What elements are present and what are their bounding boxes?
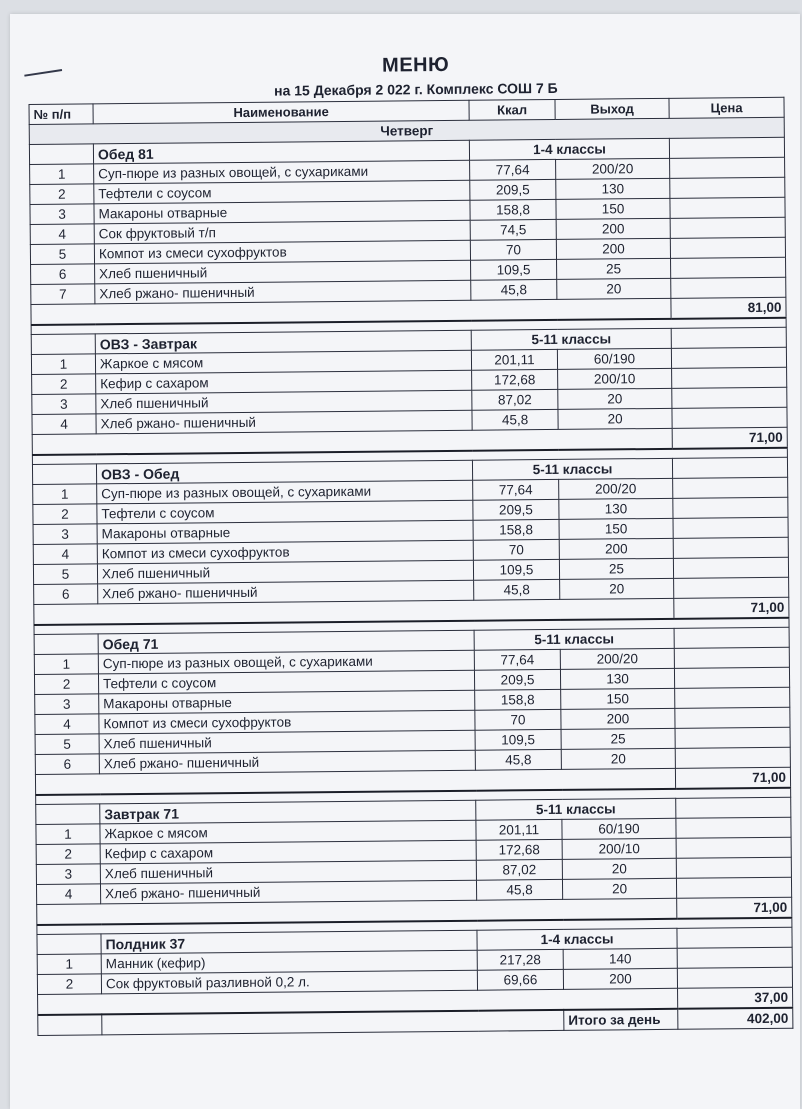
item-number: 2 [37, 974, 101, 995]
item-kcal: 109,5 [475, 729, 561, 750]
item-name: Хлеб ржано- пшеничный [98, 580, 474, 604]
item-kcal: 158,8 [473, 519, 559, 540]
item-kcal: 158,8 [475, 689, 561, 710]
item-price [674, 647, 789, 668]
item-output: 200/20 [559, 478, 673, 499]
col-header-price: Цена [669, 97, 784, 118]
grand-total-value: 402,00 [678, 1008, 793, 1030]
section-title: Полдник 37 [101, 930, 477, 954]
empty-cell [674, 627, 789, 648]
item-name: Жаркое с мясом [100, 820, 476, 844]
item-price [676, 857, 791, 878]
item-number: 7 [31, 284, 95, 305]
empty-cell [38, 1014, 102, 1035]
day-label: Четверг [29, 117, 784, 144]
item-kcal: 172,68 [472, 369, 558, 390]
col-header-kcal: Ккал [469, 99, 555, 120]
empty-cell [676, 797, 791, 818]
item-kcal: 45,8 [476, 879, 562, 900]
item-output: 200 [563, 968, 677, 989]
section-total-price: 71,00 [675, 767, 790, 789]
item-price [673, 537, 788, 558]
item-output: 60/190 [557, 348, 671, 369]
item-number: 5 [33, 564, 97, 585]
item-number: 6 [31, 264, 95, 285]
empty-cell [677, 927, 792, 948]
empty-cell [31, 334, 95, 355]
section-title: Обед 71 [98, 630, 474, 654]
item-name: Суп-пюре из разных овощей, с сухариками [98, 650, 474, 674]
item-price [670, 237, 785, 258]
empty-cell [32, 464, 96, 485]
item-price [675, 727, 790, 748]
item-price [676, 837, 791, 858]
item-number: 1 [31, 354, 95, 375]
item-price [676, 877, 791, 898]
item-output: 200 [559, 538, 673, 559]
item-price [677, 947, 792, 968]
section-classes: 5-11 классы [471, 328, 671, 350]
empty-cell [37, 934, 101, 955]
item-price [672, 407, 787, 428]
item-output: 150 [561, 688, 675, 709]
section-title: Обед 81 [93, 140, 469, 164]
item-name: Тефтели с соусом [98, 670, 474, 694]
item-output: 25 [559, 558, 673, 579]
item-name: Макароны отварные [99, 690, 475, 714]
item-number: 1 [36, 824, 100, 845]
item-number: 4 [32, 414, 96, 435]
item-kcal: 70 [470, 239, 556, 260]
item-price [670, 197, 785, 218]
section-classes: 5-11 классы [474, 628, 674, 650]
item-price [672, 387, 787, 408]
item-number: 1 [37, 954, 101, 975]
item-price [676, 817, 791, 838]
item-name: Хлеб ржано- пшеничный [96, 410, 472, 434]
item-name: Хлеб ржано- пшеничный [95, 280, 471, 304]
item-price [674, 577, 789, 598]
item-kcal: 77,64 [470, 159, 556, 180]
item-price [671, 347, 786, 368]
item-output: 20 [562, 878, 676, 899]
item-name: Сок фруктовый т/п [94, 220, 470, 244]
item-number: 4 [30, 224, 94, 245]
item-price [673, 497, 788, 518]
item-kcal: 209,5 [473, 499, 559, 520]
item-kcal: 87,02 [476, 859, 562, 880]
item-number: 2 [34, 674, 98, 695]
section-title: Завтрак 71 [100, 800, 476, 824]
section-total-price: 37,00 [678, 987, 793, 1009]
item-output: 20 [561, 748, 675, 769]
item-number: 2 [36, 844, 100, 865]
item-kcal: 77,64 [473, 479, 559, 500]
item-kcal: 158,8 [470, 199, 556, 220]
item-name: Хлеб ржано- пшеничный [100, 880, 476, 904]
section-title: ОВЗ - Завтрак [95, 330, 471, 354]
item-kcal: 45,8 [472, 409, 558, 430]
item-output: 130 [560, 668, 674, 689]
item-kcal: 109,5 [471, 259, 557, 280]
item-number: 5 [35, 734, 99, 755]
item-number: 2 [30, 184, 94, 205]
item-name: Хлеб пшеничный [95, 260, 471, 284]
item-output: 20 [558, 408, 672, 429]
item-number: 5 [30, 244, 94, 265]
item-name: Макароны отварные [97, 520, 473, 544]
item-output: 60/190 [562, 818, 676, 839]
item-output: 20 [560, 578, 674, 599]
item-name: Кефир с сахаром [100, 840, 476, 864]
item-kcal: 209,5 [470, 179, 556, 200]
item-output: 140 [563, 948, 677, 969]
item-name: Тефтели с соусом [94, 180, 470, 204]
item-number: 4 [33, 544, 97, 565]
item-number: 3 [30, 204, 94, 225]
item-kcal: 74,5 [470, 219, 556, 240]
page-subtitle: на 15 Декабря 2 022 г. Комплекс СОШ 7 Б [274, 79, 558, 99]
item-name: Хлеб пшеничный [100, 860, 476, 884]
item-name: Компот из смеси сухофруктов [99, 710, 475, 734]
col-header-num: № п/п [29, 104, 93, 125]
item-output: 150 [556, 198, 670, 219]
item-number: 1 [30, 164, 94, 185]
item-name: Жаркое с мясом [95, 350, 471, 374]
item-price [671, 257, 786, 278]
item-number: 2 [32, 374, 96, 395]
item-price [674, 667, 789, 688]
item-kcal: 109,5 [473, 559, 559, 580]
menu-sheet [10, 14, 800, 1109]
section-total-price: 71,00 [674, 597, 789, 619]
item-price [670, 217, 785, 238]
empty-cell [669, 137, 784, 158]
item-kcal: 45,8 [471, 279, 557, 300]
section-total-price: 71,00 [677, 897, 792, 919]
item-price [670, 157, 785, 178]
item-price [671, 277, 786, 298]
item-number: 1 [34, 654, 98, 675]
empty-cell [36, 804, 100, 825]
section-classes: 1-4 классы [469, 138, 669, 160]
item-price [673, 477, 788, 498]
item-number: 4 [35, 714, 99, 735]
col-header-name: Наименование [93, 100, 469, 124]
item-output: 200 [556, 238, 670, 259]
section-total-price: 71,00 [672, 427, 787, 449]
item-price [673, 557, 788, 578]
item-output: 200 [561, 708, 675, 729]
item-output: 200/20 [560, 648, 674, 669]
item-kcal: 217,28 [477, 949, 563, 970]
item-name: Компот из смеси сухофруктов [94, 240, 470, 264]
menu-page [28, 45, 792, 1036]
col-header-output: Выход [555, 98, 669, 119]
empty-cell [102, 1010, 564, 1035]
item-kcal: 77,64 [474, 649, 560, 670]
section-classes: 5-11 классы [476, 798, 676, 820]
section-classes: 5-11 классы [472, 458, 672, 480]
menu-table [28, 97, 793, 1036]
empty-cell [671, 327, 786, 348]
item-kcal: 45,8 [474, 579, 560, 600]
item-name: Манник (кефир) [101, 950, 477, 974]
item-output: 130 [556, 178, 670, 199]
item-kcal: 172,68 [476, 839, 562, 860]
item-price [675, 707, 790, 728]
item-price [675, 747, 790, 768]
item-kcal: 209,5 [474, 669, 560, 690]
item-kcal: 70 [473, 539, 559, 560]
item-kcal: 45,8 [475, 749, 561, 770]
item-output: 20 [557, 278, 671, 299]
item-output: 150 [559, 518, 673, 539]
item-number: 3 [35, 694, 99, 715]
item-number: 3 [33, 524, 97, 545]
item-output: 200/10 [558, 368, 672, 389]
item-output: 25 [557, 258, 671, 279]
section-classes: 1-4 классы [477, 928, 677, 950]
empty-cell [29, 144, 93, 165]
item-number: 4 [36, 884, 100, 905]
section-total-price: 81,00 [671, 297, 786, 319]
empty-cell [672, 457, 787, 478]
item-number: 3 [32, 394, 96, 415]
item-number: 6 [35, 754, 99, 775]
item-name: Хлеб пшеничный [97, 560, 473, 584]
item-kcal: 201,11 [476, 819, 562, 840]
grand-total-label: Итого за день [564, 1009, 678, 1031]
item-output: 25 [561, 728, 675, 749]
item-name: Сок фруктовый разливной 0,2 л. [101, 970, 477, 994]
item-output: 20 [562, 858, 676, 879]
item-kcal: 69,66 [477, 969, 563, 990]
section-title: ОВЗ - Обед [96, 460, 472, 484]
item-output: 130 [559, 498, 673, 519]
item-output: 20 [558, 388, 672, 409]
item-number: 2 [33, 504, 97, 525]
item-name: Хлеб пшеничный [96, 390, 472, 414]
item-name: Тефтели с соусом [97, 500, 473, 524]
item-number: 3 [36, 864, 100, 885]
item-name: Суп-пюре из разных овощей, с сухариками [94, 160, 470, 184]
item-price [677, 967, 792, 988]
empty-cell [34, 634, 98, 655]
item-name: Компот из смеси сухофруктов [97, 540, 473, 564]
item-name: Кефир с сахаром [96, 370, 472, 394]
item-price [672, 367, 787, 388]
item-name: Макароны отварные [94, 200, 470, 224]
item-kcal: 87,02 [472, 389, 558, 410]
item-kcal: 70 [475, 709, 561, 730]
item-output: 200/20 [556, 158, 670, 179]
item-price [670, 177, 785, 198]
item-name: Суп-пюре из разных овощей, с сухариками [97, 480, 473, 504]
item-kcal: 201,11 [471, 349, 557, 370]
item-name: Хлеб ржано- пшеничный [99, 750, 475, 774]
item-price [673, 517, 788, 538]
menu-body [29, 117, 793, 1035]
item-price [675, 687, 790, 708]
page-title: МЕНЮ [381, 53, 450, 77]
item-output: 200/10 [562, 838, 676, 859]
item-output: 200 [556, 218, 670, 239]
item-name: Хлеб пшеничный [99, 730, 475, 754]
item-number: 6 [34, 584, 98, 605]
item-number: 1 [33, 484, 97, 505]
